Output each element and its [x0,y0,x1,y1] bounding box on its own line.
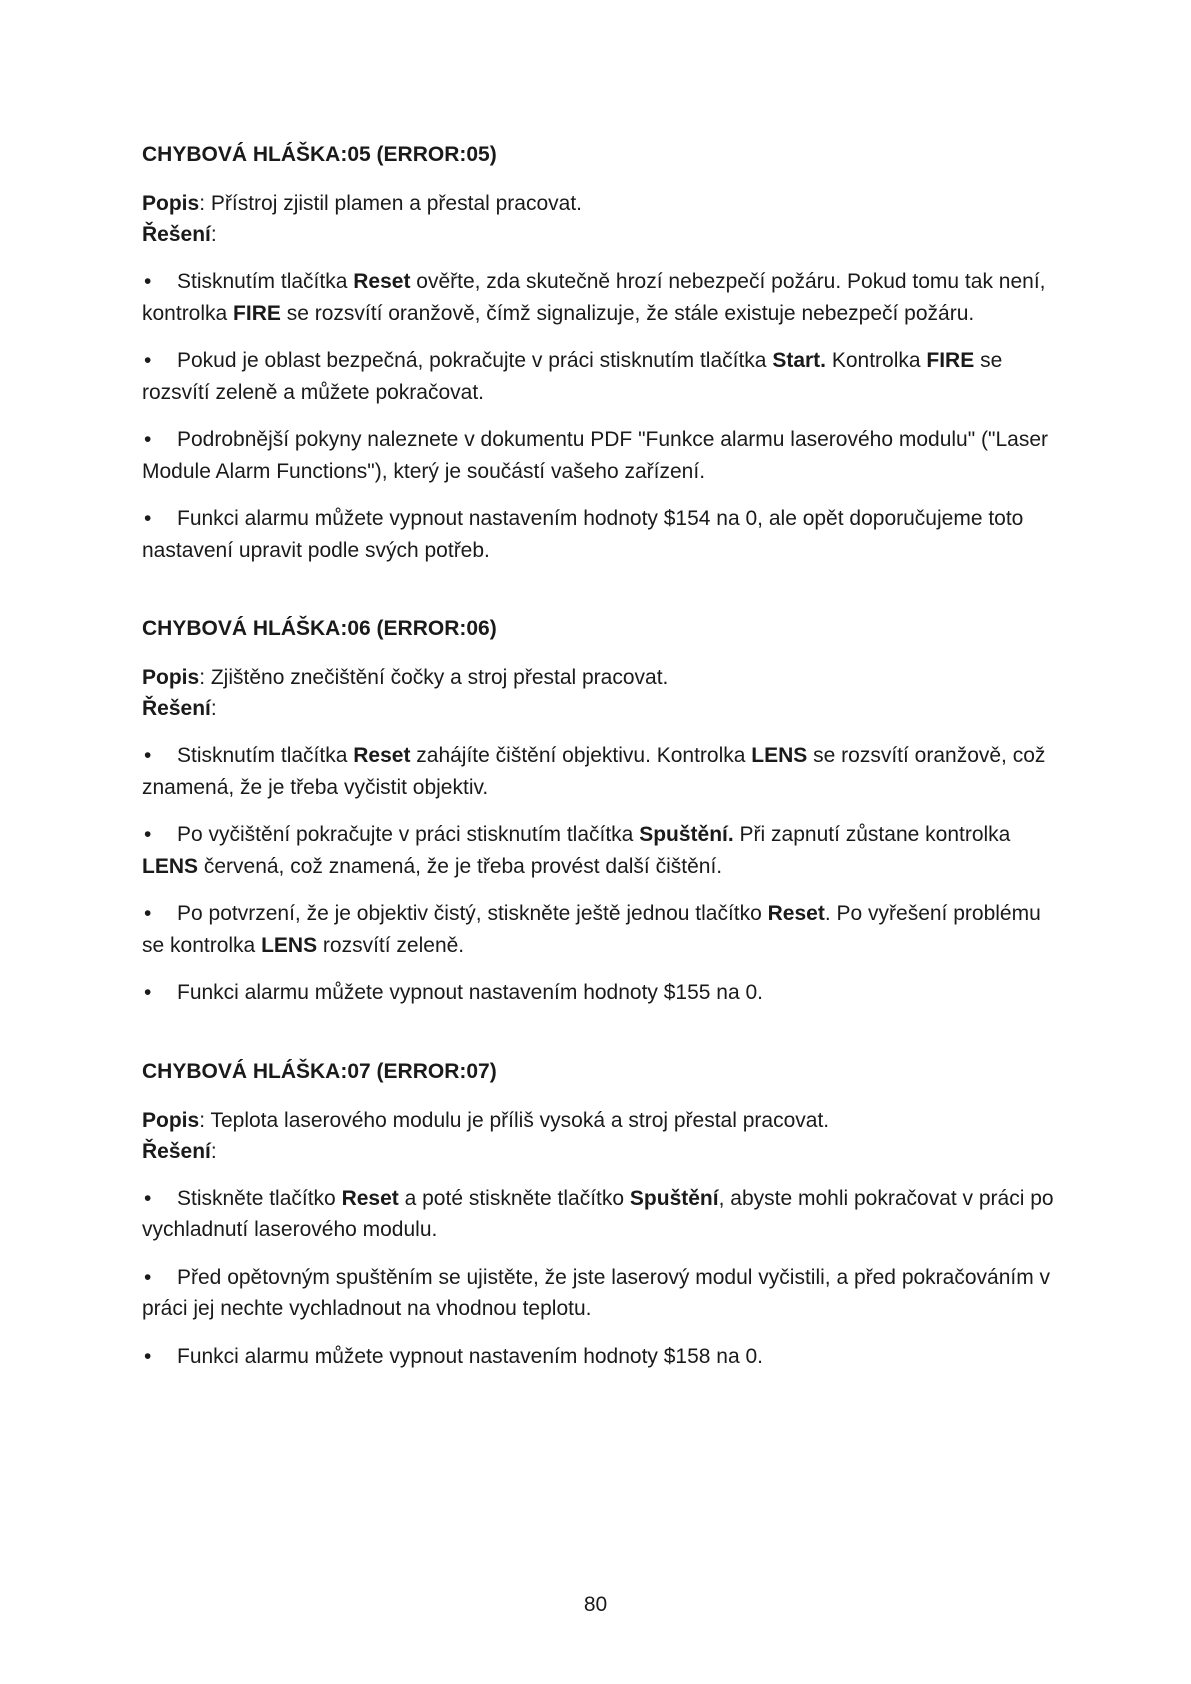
bullet-marker: • [144,349,152,372]
solution-bullet [142,819,1062,882]
solution-heading [142,693,1062,724]
section-heading: CHYBOVÁ HLÁŠKA:06 (ERROR:06) [142,617,497,640]
bullet-bold-text: Reset [767,902,825,925]
bullet-bold-text: Reset [341,1186,399,1210]
bullet-bold-text: Reset [353,744,411,767]
bullet-text: Po vyčištění pokračujte v práci stisknutím tlačítka [177,823,640,846]
bullet-bold-text: LENS [142,854,199,878]
bullet-marker: • [144,744,152,767]
bullet-text: se rozsvítí zeleně a můžete pokračovat. [142,349,1003,404]
solution-bullet [142,1183,1062,1246]
bullet-bold-text: Reset [353,270,411,293]
bullet-text: zahájíte čištění objektivu. Kontrolka [410,744,752,767]
bullet-text: Funkci alarmu můžete vypnout nastavením hodnoty $158 na 0. [177,1344,764,1368]
bullet-marker: • [144,1265,152,1289]
solution-bullet [142,898,1062,961]
error-section-05 [142,140,1062,566]
bullet-marker: • [144,823,152,846]
description-text: : Přístroj zjistil plamen a přestal pracovat. [199,192,582,215]
description-label: Popis [142,192,200,215]
bullet-text: Pokud je oblast bezpečná, pokračujte v práci stisknutím tlačítka [177,349,773,372]
bullet-text: , abyste mohli pokračovat v práci po vychladnutí laserového modulu. [142,1186,1054,1241]
solution-label: Řešení [142,697,211,720]
bullet-bold-text: Spuštění [629,1186,719,1210]
bullet-bold-text: Start. [772,349,826,372]
description-label: Popis [142,1108,200,1132]
bullet-marker: • [144,1344,152,1368]
bullet-text: Stisknutím tlačítka [177,744,354,767]
bullet-text: Stiskněte tlačítko [177,1186,342,1210]
bullet-bold-text: FIRE [926,349,975,372]
solution-bullet [142,977,1062,1009]
bullet-marker: • [144,428,152,451]
bullet-marker: • [144,981,152,1004]
description [142,1105,1062,1136]
solution-colon: : [210,223,217,246]
bullet-text: Funkci alarmu můžete vypnout nastavením hodnoty $154 na 0, ale opět doporučujeme toto nastavení upravit podle svých potřeb. [142,507,1024,562]
bullet-text: Funkci alarmu můžete vypnout nastavením hodnoty $155 na 0. [177,981,764,1004]
solution-list [142,1183,1062,1373]
bullet-text: Stisknutím tlačítka [177,270,354,293]
bullet-text: Po potvrzení, že je objektiv čistý, stiskněte ještě jednou tlačítko [177,902,768,925]
solution-list [142,266,1062,566]
bullet-text: Kontrolka [826,349,927,372]
page-content [142,140,1062,1420]
bullet-marker: • [144,1186,152,1210]
solution-heading [142,1136,1062,1167]
bullet-marker: • [144,270,152,293]
solution-bullet [142,424,1062,487]
bullet-text: . Po vyřešení problému se kontrolka [142,902,1041,957]
solution-bullet [142,503,1062,566]
page-number: 80 [583,1593,608,1616]
solution-bullet [142,1262,1062,1325]
bullet-text: Podrobnější pokyny naleznete v dokumentu PDF "Funkce alarmu laserového modulu" ("Laser Module Alarm Functions"), který je součástí vašeho zařízení. [142,428,1048,483]
solution-label: Řešení [142,1139,211,1163]
description-text: : Zjištěno znečištění čočky a stroj přestal pracovat. [199,666,669,689]
bullet-text: Před opětovným spuštěním se ujistěte, že jste laserový modul vyčistili, a před pokračováním v práci jej nechte vychladnout na vhodnou teplotu. [142,1265,1051,1320]
error-section-06 [142,614,1062,1009]
bullet-text: se rozsvítí oranžově, což znamená, že je třeba vyčistit objektiv. [142,744,1046,799]
bullet-marker: • [144,902,152,925]
description [142,188,1062,219]
bullet-text: se rozsvítí oranžově, čímž signalizuje, že stále existuje nebezpečí požáru. [280,301,975,325]
bullet-text: červená, což znamená, že je třeba provést další čištění. [198,854,723,878]
bullet-bold-text: LENS [751,744,808,767]
solution-bullet [142,266,1062,329]
description [142,662,1062,693]
description-text: : Teplota laserového modulu je příliš vysoká a stroj přestal pracovat. [199,1108,830,1132]
bullet-text: a poté stiskněte tlačítko [398,1186,630,1210]
solution-heading [142,219,1062,250]
bullet-text: rozsvítí zeleně. [317,933,465,957]
bullet-text: Při zapnutí zůstane kontrolka [733,823,1011,846]
description-label: Popis [142,666,200,689]
solution-colon: : [210,1139,217,1163]
error-section-07 [142,1057,1062,1373]
bullet-text: ověřte, zda skutečně hrozí nebezpečí požáru. Pokud tomu tak není, kontrolka [142,270,1046,325]
solution-bullet [142,1341,1062,1373]
solution-label: Řešení [142,223,211,246]
section-heading: CHYBOVÁ HLÁŠKA:05 (ERROR:05) [142,143,497,166]
section-heading: CHYBOVÁ HLÁŠKA:07 (ERROR:07) [142,1059,497,1083]
solution-list [142,740,1062,1009]
bullet-bold-text: LENS [261,933,318,957]
bullet-bold-text: Spuštění. [639,823,734,846]
bullet-marker: • [144,507,152,530]
bullet-bold-text: FIRE [233,301,281,325]
solution-colon: : [210,697,217,720]
solution-bullet [142,740,1062,803]
solution-bullet [142,345,1062,408]
